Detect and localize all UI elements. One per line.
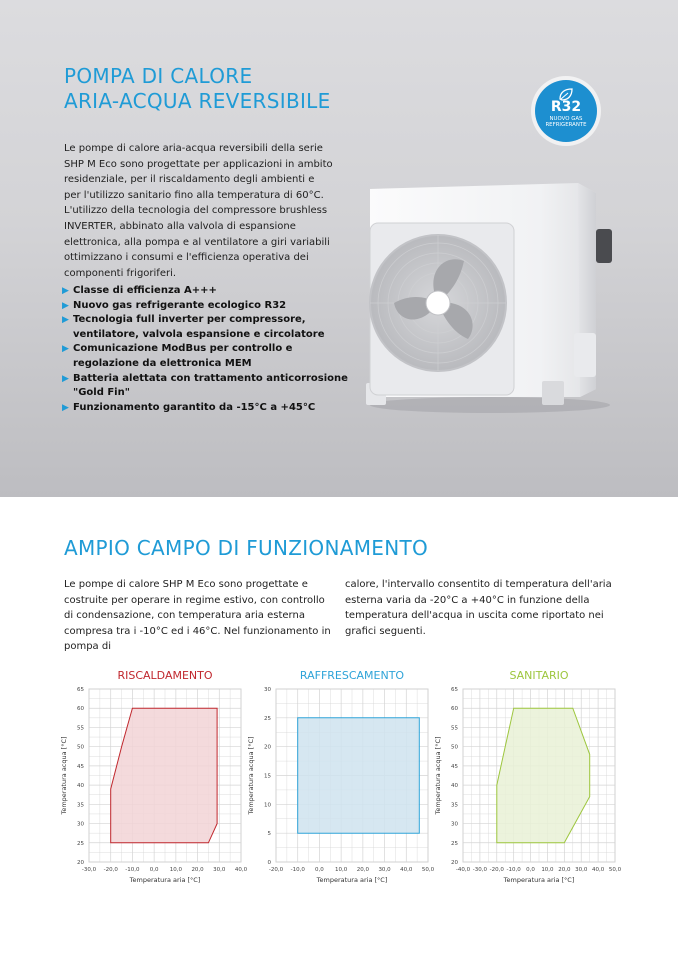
y-tick-label: 35 xyxy=(77,802,84,809)
y-tick-label: 20 xyxy=(264,744,271,751)
chart-svg xyxy=(431,666,625,890)
bullet-arrow-icon: ▶ xyxy=(62,286,69,296)
chart-svg xyxy=(57,666,251,890)
heat-pump-unit-illustration xyxy=(364,183,616,415)
y-tick-label: 50 xyxy=(77,744,84,751)
x-tick-label: -40,0 xyxy=(455,867,471,873)
x-tick-label: 20,0 xyxy=(191,867,204,873)
feature-text: Tecnologia full inverter per compressore, ventilatore, valvola espansione e circolatore xyxy=(73,314,325,340)
y-tick-label: 20 xyxy=(77,860,84,866)
x-tick-label: 40,0 xyxy=(591,867,605,873)
bullet-arrow-icon: ▶ xyxy=(62,402,69,413)
cooling-chart xyxy=(244,666,438,890)
y-tick-label: 20 xyxy=(451,860,458,866)
y-tick-label: 30 xyxy=(77,821,84,828)
y-tick-label: 60 xyxy=(77,706,84,713)
x-tick-label: 20,0 xyxy=(558,867,571,873)
badge-caption: NUOVO GAS REFRIGERANTE xyxy=(545,116,587,129)
feature-list xyxy=(62,284,352,415)
feature-item xyxy=(62,401,352,416)
x-tick-label: 10,0 xyxy=(335,867,348,873)
x-tick-label: -30,0 xyxy=(472,867,488,873)
x-tick-label: 30,0 xyxy=(575,867,588,873)
x-tick-label: 0,0 xyxy=(149,867,159,873)
intro-paragraph: Le pompe di calore aria-acqua reversibili della serie SHP M Eco sono progettate per applicazioni in ambito residenziale, per il riscaldamento degli ambienti e per l'utilizzo sanitario fino alla temperatura di 60°C. L'utilizzo della tecnologia del compressore brushless INVERTER, abbinato alla valvola di espansione elettronica, alla pompa e al ventilatore a giri variabili ottimizzano i consumi e l'efficienza operativa dei componenti frigoriferi. xyxy=(64,143,333,279)
x-tick-label: 20,0 xyxy=(356,867,369,873)
badge-gas-name: R32 xyxy=(550,99,582,115)
x-tick-label: 10,0 xyxy=(169,867,182,873)
x-tick-label: -10,0 xyxy=(125,867,140,873)
y-tick-label: 0 xyxy=(267,860,271,866)
y-tick-label: 45 xyxy=(451,763,458,770)
feature-text: Batteria alettata con trattamento anticorrosione "Gold Fin" xyxy=(73,372,348,399)
y-tick-label: 25 xyxy=(451,840,458,847)
x-axis-label: Temperatura aria [°C] xyxy=(316,876,388,884)
bullet-arrow-icon: ▶ xyxy=(62,344,69,355)
y-tick-label: 30 xyxy=(451,821,458,828)
x-tick-label: -10,0 xyxy=(506,867,521,873)
y-tick-label: 40 xyxy=(77,783,84,790)
x-tick-label: 50,0 xyxy=(608,867,622,873)
dhw-chart xyxy=(431,666,625,890)
y-tick-label: 25 xyxy=(77,840,84,847)
hero-title xyxy=(64,64,331,114)
y-axis-label: Temperatura acqua [°C] xyxy=(247,736,255,815)
bullet-arrow-icon: ▶ xyxy=(62,315,69,326)
y-axis-label: Temperatura acqua [°C] xyxy=(434,736,442,815)
y-tick-label: 25 xyxy=(264,715,271,722)
x-tick-label: -20,0 xyxy=(489,867,504,873)
x-tick-label: 30,0 xyxy=(213,867,226,873)
feature-item xyxy=(62,372,352,401)
feature-text: Nuovo gas refrigerante ecologico R32 xyxy=(73,299,287,311)
x-tick-label: 0,0 xyxy=(526,867,535,873)
x-tick-label: 30,0 xyxy=(378,867,391,873)
feature-item xyxy=(62,299,352,314)
y-tick-label: 5 xyxy=(267,831,271,838)
y-tick-label: 30 xyxy=(264,687,271,693)
chart-title: RISCALDAMENTO xyxy=(117,669,213,682)
feature-item xyxy=(62,284,352,299)
feature-text: Classe di efficienza A+++ xyxy=(73,285,217,296)
y-tick-label: 40 xyxy=(451,783,458,790)
feature-item xyxy=(62,313,352,342)
x-axis-label: Temperatura aria [°C] xyxy=(129,876,201,884)
y-tick-label: 60 xyxy=(451,706,458,713)
x-axis-label: Temperatura aria [°C] xyxy=(503,876,575,884)
hero-title-line-2: ARIA-ACQUA REVERSIBILE xyxy=(64,89,331,113)
chart-svg xyxy=(244,666,438,890)
x-tick-label: 40,0 xyxy=(234,867,248,873)
y-tick-label: 45 xyxy=(77,763,84,770)
y-tick-label: 10 xyxy=(264,802,271,809)
x-tick-label: -10,0 xyxy=(290,867,305,873)
operating-envelope xyxy=(111,708,217,843)
r32-badge xyxy=(535,80,597,142)
x-tick-label: -30,0 xyxy=(81,867,97,873)
x-tick-label: 50,0 xyxy=(421,867,435,873)
y-tick-label: 15 xyxy=(264,773,271,780)
y-tick-label: 65 xyxy=(451,687,458,693)
operating-range-text-col1: Le pompe di calore SHP M Eco sono progettate e costruite per operare in regime estivo, con controllo di condensazione, con temperatura aria esterna compresa tra i -10°C ed i 46°C. Nel funzionamento in pompa di xyxy=(64,579,331,653)
y-tick-label: 50 xyxy=(451,744,458,751)
bullet-arrow-icon: ▶ xyxy=(62,300,69,311)
x-tick-label: 40,0 xyxy=(400,867,413,873)
x-tick-label: -20,0 xyxy=(268,867,284,873)
section-title: AMPIO CAMPO DI FUNZIONAMENTO xyxy=(64,536,429,560)
heating-chart xyxy=(57,666,251,890)
chart-title: SANITARIO xyxy=(509,669,569,682)
y-tick-label: 55 xyxy=(451,725,458,732)
x-tick-label: 10,0 xyxy=(541,867,554,873)
chart-title: RAFFRESCAMENTO xyxy=(299,669,405,682)
x-tick-label: -20,0 xyxy=(103,867,118,873)
y-tick-label: 65 xyxy=(77,687,84,693)
feature-item xyxy=(62,342,352,371)
y-tick-label: 55 xyxy=(77,725,84,732)
operating-range-text-col2: calore, l'intervallo consentito di temperatura dell'aria esterna varia da -20°C a +40°C in funzione della temperatura dell'acqua in uscita come riportato nei grafici seguenti. xyxy=(345,579,612,637)
y-tick-label: 35 xyxy=(451,802,458,809)
feature-text: Comunicazione ModBus per controllo e regolazione da elettronica MEM xyxy=(73,343,293,369)
bullet-arrow-icon: ▶ xyxy=(62,373,69,384)
operating-envelope xyxy=(298,718,420,833)
y-axis-label: Temperatura acqua [°C] xyxy=(60,736,68,815)
operating-envelope xyxy=(497,708,590,843)
x-tick-label: 0,0 xyxy=(315,867,324,873)
feature-text: Funzionamento garantito da -15°C a +45°C xyxy=(73,401,316,413)
hero-title-line-1: POMPA DI CALORE xyxy=(64,64,253,88)
